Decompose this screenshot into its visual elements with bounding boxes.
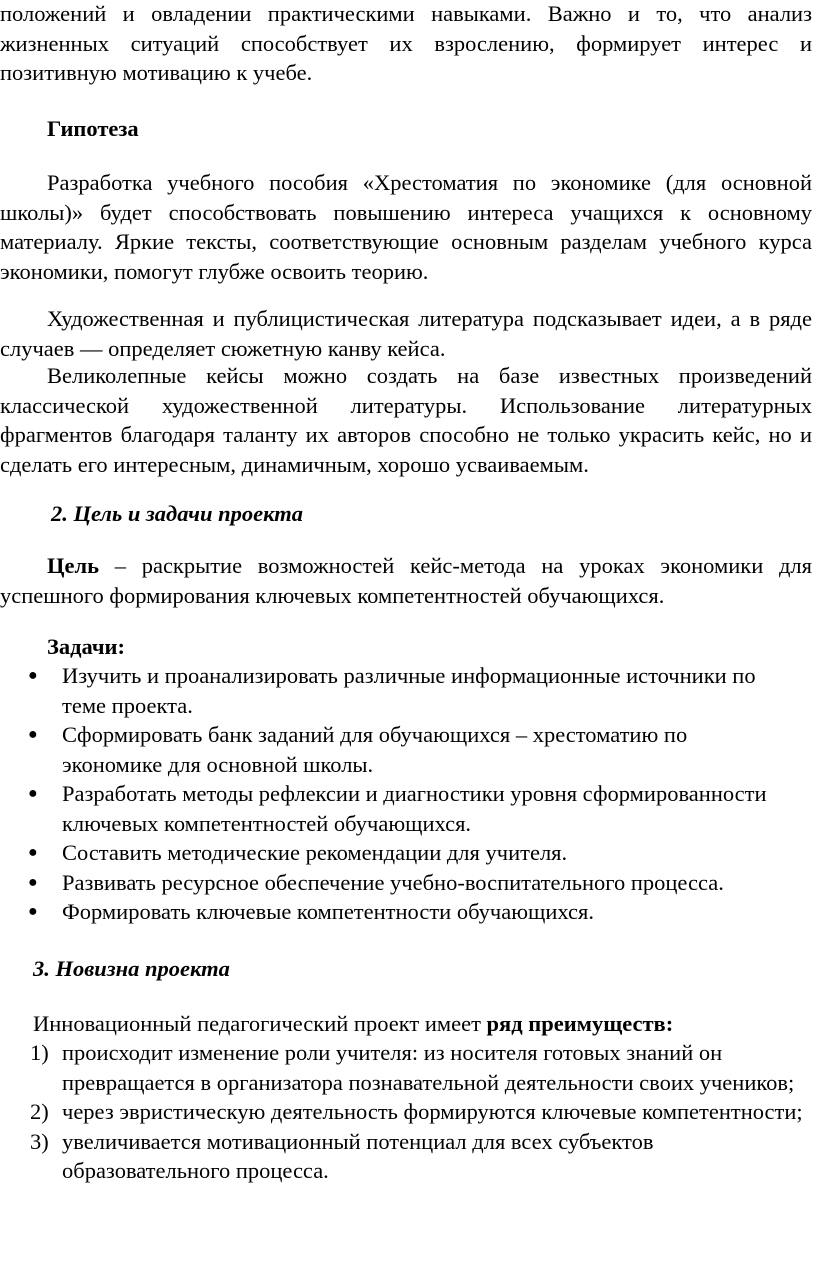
novelty-item-text: через эвристическую деятельность формируются ключевые компетентности; — [62, 1099, 803, 1124]
task-list-item — [0, 897, 792, 927]
task-text: Сформировать банк заданий для обучающихся – хрестоматию по экономике для основной школы. — [62, 722, 688, 777]
novelty-lead-text: Инновационный педагогический проект имеет — [33, 1011, 487, 1036]
bullet-icon: ● — [28, 873, 38, 891]
novelty-list-item — [30, 1127, 812, 1186]
novelty-lead — [33, 1009, 673, 1039]
section-3-heading: 3. Новизна проекта — [33, 956, 230, 981]
list-number: 1) — [30, 1040, 49, 1065]
goal-text: – раскрытие возможностей кейс-метода на уроках экономики для успешного формирования ключевых компетентностей обучающихся. — [0, 553, 812, 608]
bullet-icon: ● — [28, 844, 38, 861]
goal-label: Цель — [47, 553, 100, 578]
tasks-list — [0, 661, 792, 927]
bullet-icon: ● — [28, 667, 38, 684]
task-list-item — [0, 868, 792, 898]
task-text: Разработать методы рефлексии и диагностики уровня сформированности ключевых компетентностей обучающихся. — [62, 781, 767, 836]
novelty-item-text: увеличивается мотивационный потенциал для всех субъектов образовательного процесса. — [62, 1128, 654, 1183]
novelty-item-text: происходит изменение роли учителя: из носителя готовых знаний он превращается в организатора познавательной деятельности своих учеников; — [62, 1040, 795, 1095]
novelty-list — [30, 1038, 812, 1186]
goal-paragraph — [0, 551, 812, 610]
task-list-item — [0, 779, 792, 838]
hypothesis-paragraph-2: Художественная и публицистическая литература подсказывает идеи, а в ряде случаев — определяет сюжетную канву кейса. — [0, 306, 812, 361]
task-list-item — [0, 720, 792, 779]
list-number: 3) — [30, 1128, 49, 1154]
novelty-lead-bold: ряд преимуществ: — [486, 1011, 674, 1036]
task-text: Развивать ресурсное обеспечение учебно-воспитательного процесса. — [62, 869, 724, 895]
hypothesis-paragraph-3: Великолепные кейсы можно создать на базе известных произведений классической художественной литературы. Использование литературных фрагментов благодаря таланту их авторов способно не только украсить кейс, но и сделать его интересным, динамичным, хорошо усваиваемым. — [0, 363, 812, 477]
tasks-label: Задачи: — [47, 634, 126, 659]
task-text: Изучить и проанализировать различные информационные источники по теме проекта. — [62, 663, 756, 718]
list-number: 2) — [30, 1099, 49, 1124]
bullet-icon: ● — [28, 726, 38, 743]
task-list-item — [0, 661, 792, 720]
novelty-list-item — [30, 1038, 812, 1097]
section-2-heading: 2. Цель и задачи проекта — [51, 501, 303, 526]
novelty-list-item — [30, 1097, 812, 1127]
hypothesis-paragraph-1: Разработка учебного пособия «Хрестоматия по экономике (для основной школы)» будет способствовать повышению интереса учащихся к основному материалу. Яркие тексты, соответствующие основным разделам учебного курса экономики, помогут глубже освоить теорию. — [0, 170, 812, 284]
bullet-icon: ● — [28, 903, 38, 920]
task-list-item — [0, 838, 792, 868]
intro-paragraph: положений и овладении практическими навыками. Важно и то, что анализ жизненных ситуаций способствует их взрослению, формирует интерес и позитивную мотивацию к учебе. — [0, 1, 812, 85]
bullet-icon: ● — [28, 785, 38, 802]
hypothesis-heading: Гипотеза — [47, 116, 139, 141]
task-text: Составить методические рекомендации для учителя. — [62, 840, 568, 865]
task-text: Формировать ключевые компетентности обучающихся. — [62, 899, 594, 924]
